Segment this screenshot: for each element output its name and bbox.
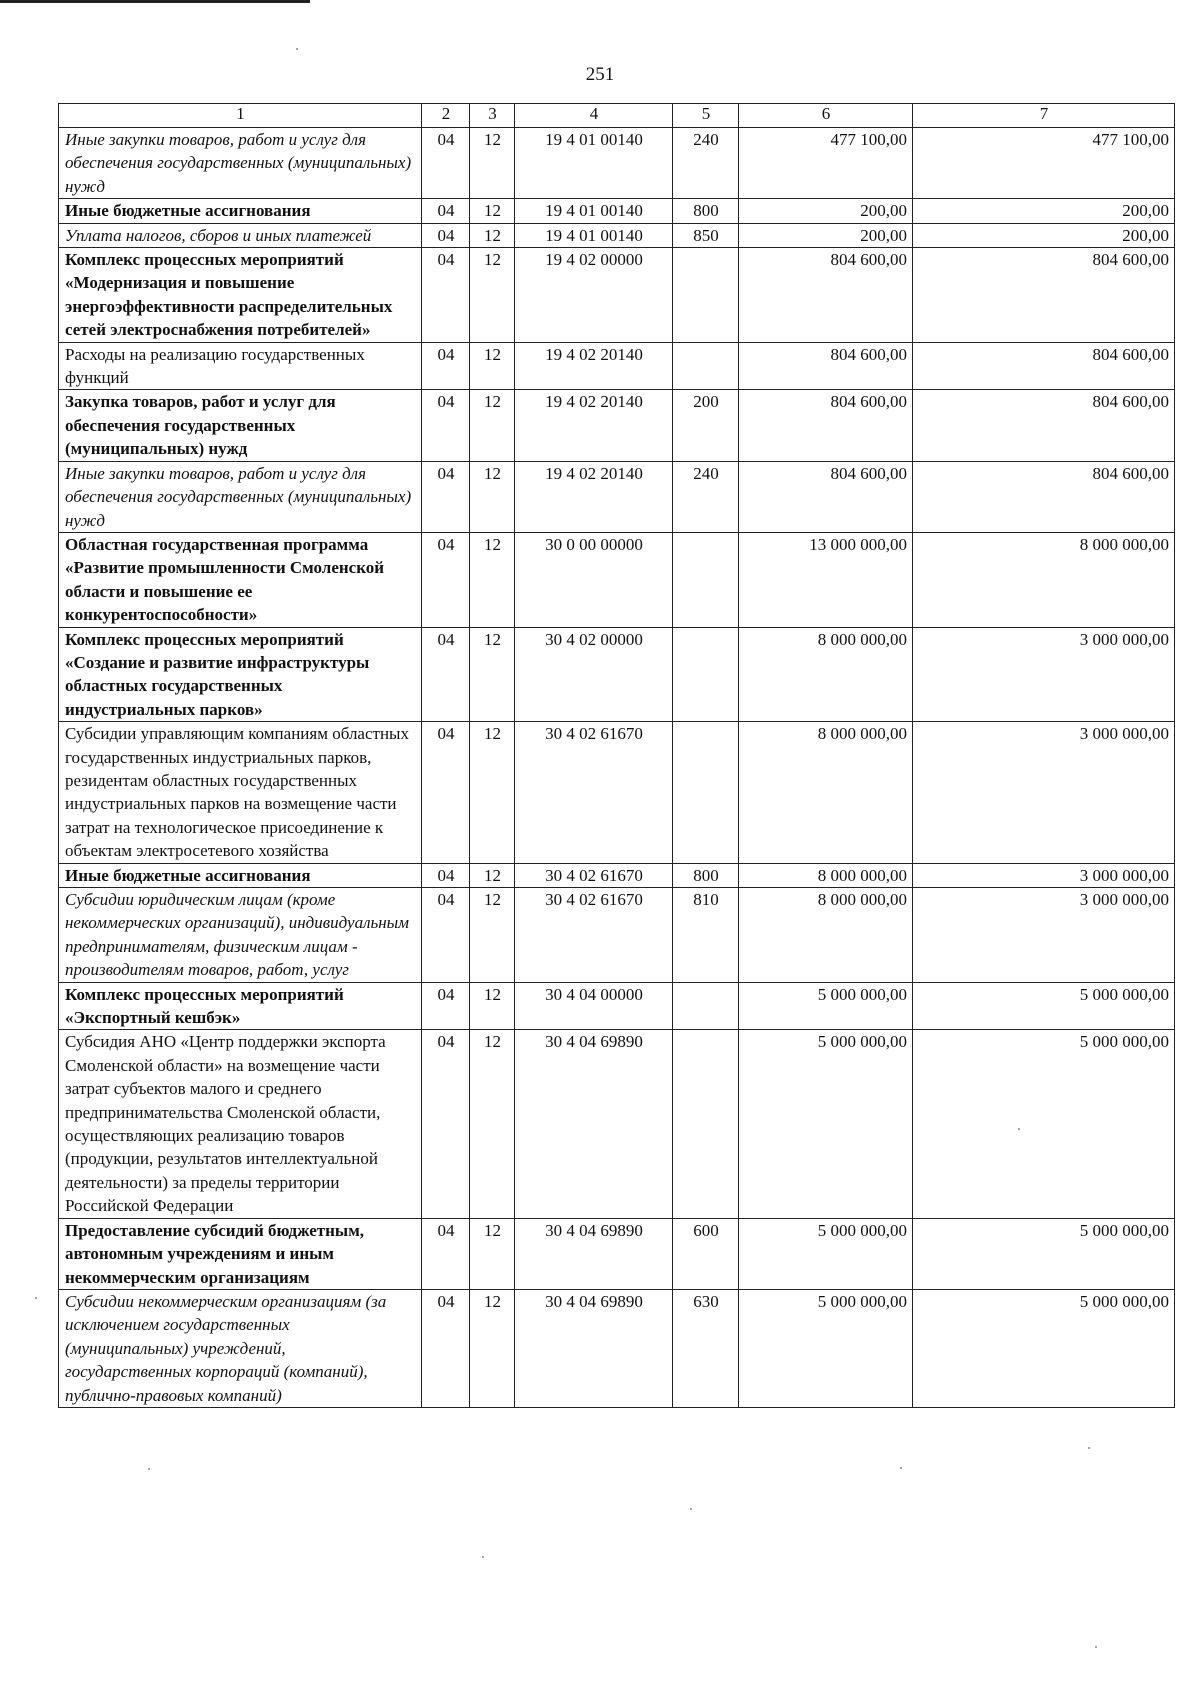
row-expense-type-code: 600 [673, 1218, 739, 1289]
row-amount-col-7: 5 000 000,00 [913, 1289, 1175, 1407]
table-row [59, 627, 1175, 722]
row-name-cell: Уплата налогов, сборов и иных платежей [59, 223, 422, 247]
row-ministry-code: 04 [422, 722, 470, 863]
row-amount-col-6: 5 000 000,00 [739, 982, 913, 1030]
row-amount-col-6: 8 000 000,00 [739, 722, 913, 863]
row-target-code: 30 4 02 61670 [515, 888, 673, 983]
row-section-code: 12 [470, 461, 515, 532]
row-expense-type-code [673, 1030, 739, 1218]
header-col-5: 5 [673, 104, 739, 128]
row-section-code: 12 [470, 248, 515, 343]
row-target-code: 19 4 02 20140 [515, 390, 673, 461]
row-amount-col-7: 3 000 000,00 [913, 863, 1175, 887]
row-amount-col-7: 5 000 000,00 [913, 1030, 1175, 1218]
row-section-code: 12 [470, 1218, 515, 1289]
table-header-row [59, 104, 1175, 128]
row-amount-col-6: 200,00 [739, 199, 913, 223]
row-name-cell: Субсидия АНО «Центр поддержки экспорта Смоленской области» на возмещение части затрат субъектов малого и среднего предпринимательства Смоленской области, осуществляющих реализацию товаров (продукции, результатов интеллектуальной деятельности) за пределы территории Российской Федерации [59, 1030, 422, 1218]
row-target-code: 30 4 04 69890 [515, 1218, 673, 1289]
row-ministry-code: 04 [422, 248, 470, 343]
row-section-code: 12 [470, 532, 515, 627]
row-expense-type-code [673, 532, 739, 627]
row-amount-col-6: 5 000 000,00 [739, 1218, 913, 1289]
table-row [59, 1218, 1175, 1289]
row-amount-col-6: 5 000 000,00 [739, 1030, 913, 1218]
row-ministry-code: 04 [422, 1218, 470, 1289]
row-ministry-code: 04 [422, 199, 470, 223]
row-target-code: 30 0 00 00000 [515, 532, 673, 627]
row-expense-type-code: 240 [673, 461, 739, 532]
header-col-4: 4 [515, 104, 673, 128]
row-name-cell: Иные бюджетные ассигнования [59, 863, 422, 887]
row-amount-col-7: 3 000 000,00 [913, 627, 1175, 722]
row-name-cell: Комплекс процессных мероприятий «Экспортный кешбэк» [59, 982, 422, 1030]
row-section-code: 12 [470, 199, 515, 223]
row-ministry-code: 04 [422, 1030, 470, 1218]
row-name-cell: Комплекс процессных мероприятий «Создание и развитие инфраструктуры областных государственных индустриальных парков» [59, 627, 422, 722]
row-target-code: 30 4 04 69890 [515, 1030, 673, 1218]
page-number: 251 [585, 64, 615, 85]
row-expense-type-code: 630 [673, 1289, 739, 1407]
row-section-code: 12 [470, 627, 515, 722]
table-row [59, 1030, 1175, 1218]
row-target-code: 30 4 02 00000 [515, 627, 673, 722]
row-amount-col-6: 804 600,00 [739, 461, 913, 532]
row-name-cell: Закупка товаров, работ и услуг для обеспечения государственных (муниципальных) нужд [59, 390, 422, 461]
header-col-7: 7 [913, 104, 1175, 128]
table-row [59, 863, 1175, 887]
table-row [59, 128, 1175, 199]
row-section-code: 12 [470, 722, 515, 863]
row-section-code: 12 [470, 223, 515, 247]
row-amount-col-6: 804 600,00 [739, 342, 913, 390]
row-section-code: 12 [470, 1030, 515, 1218]
row-target-code: 30 4 02 61670 [515, 722, 673, 863]
table-row [59, 223, 1175, 247]
header-col-6: 6 [739, 104, 913, 128]
row-name-cell: Субсидии некоммерческим организациям (за исключением государственных (муниципальных) учреждений, государственных корпораций (компаний), публично-правовых компаний) [59, 1289, 422, 1407]
header-col-3: 3 [470, 104, 515, 128]
row-expense-type-code [673, 722, 739, 863]
row-target-code: 19 4 01 00140 [515, 199, 673, 223]
row-amount-col-6: 200,00 [739, 223, 913, 247]
row-amount-col-7: 5 000 000,00 [913, 1218, 1175, 1289]
row-name-cell: Субсидии юридическим лицам (кроме некоммерческих организаций), индивидуальным предпринимателям, физическим лицам - производителям товаров, работ, услуг [59, 888, 422, 983]
row-section-code: 12 [470, 888, 515, 983]
table-row [59, 1289, 1175, 1407]
row-target-code: 19 4 02 00000 [515, 248, 673, 343]
row-section-code: 12 [470, 342, 515, 390]
row-ministry-code: 04 [422, 390, 470, 461]
table-row [59, 888, 1175, 983]
row-section-code: 12 [470, 1289, 515, 1407]
row-amount-col-7: 200,00 [913, 199, 1175, 223]
row-target-code: 19 4 02 20140 [515, 461, 673, 532]
row-name-cell: Предоставление субсидий бюджетным, автономным учреждениям и иным некоммерческим организациям [59, 1218, 422, 1289]
row-name-cell: Иные закупки товаров, работ и услуг для обеспечения государственных (муниципальных) нужд [59, 461, 422, 532]
row-section-code: 12 [470, 982, 515, 1030]
row-target-code: 19 4 01 00140 [515, 128, 673, 199]
table-row [59, 982, 1175, 1030]
row-amount-col-6: 477 100,00 [739, 128, 913, 199]
row-amount-col-7: 804 600,00 [913, 390, 1175, 461]
row-target-code: 19 4 01 00140 [515, 223, 673, 247]
row-expense-type-code: 810 [673, 888, 739, 983]
row-ministry-code: 04 [422, 223, 470, 247]
row-name-cell: Расходы на реализацию государственных функций [59, 342, 422, 390]
header-col-2: 2 [422, 104, 470, 128]
row-amount-col-6: 804 600,00 [739, 390, 913, 461]
row-amount-col-7: 477 100,00 [913, 128, 1175, 199]
top-rule [0, 0, 310, 3]
row-name-cell: Областная государственная программа «Развитие промышленности Смоленской области и повышение ее конкурентоспособности» [59, 532, 422, 627]
table-row [59, 390, 1175, 461]
row-name-cell: Комплекс процессных мероприятий «Модернизация и повышение энергоэффективности распределительных сетей электроснабжения потребителей» [59, 248, 422, 343]
row-amount-col-6: 8 000 000,00 [739, 888, 913, 983]
row-name-cell: Иные закупки товаров, работ и услуг для обеспечения государственных (муниципальных) нужд [59, 128, 422, 199]
row-amount-col-7: 3 000 000,00 [913, 888, 1175, 983]
row-ministry-code: 04 [422, 863, 470, 887]
row-target-code: 30 4 02 61670 [515, 863, 673, 887]
row-amount-col-6: 5 000 000,00 [739, 1289, 913, 1407]
row-ministry-code: 04 [422, 342, 470, 390]
row-target-code: 30 4 04 00000 [515, 982, 673, 1030]
row-amount-col-7: 5 000 000,00 [913, 982, 1175, 1030]
row-amount-col-6: 13 000 000,00 [739, 532, 913, 627]
row-expense-type-code [673, 248, 739, 343]
row-section-code: 12 [470, 863, 515, 887]
row-ministry-code: 04 [422, 128, 470, 199]
table-row [59, 722, 1175, 863]
row-target-code: 19 4 02 20140 [515, 342, 673, 390]
row-amount-col-7: 3 000 000,00 [913, 722, 1175, 863]
row-expense-type-code: 800 [673, 199, 739, 223]
row-expense-type-code: 850 [673, 223, 739, 247]
row-expense-type-code [673, 342, 739, 390]
row-amount-col-6: 804 600,00 [739, 248, 913, 343]
row-name-cell: Иные бюджетные ассигнования [59, 199, 422, 223]
row-amount-col-6: 8 000 000,00 [739, 863, 913, 887]
row-ministry-code: 04 [422, 627, 470, 722]
row-ministry-code: 04 [422, 1289, 470, 1407]
row-amount-col-7: 804 600,00 [913, 461, 1175, 532]
row-amount-col-6: 8 000 000,00 [739, 627, 913, 722]
row-name-cell: Субсидии управляющим компаниям областных государственных индустриальных парков, резидентам областных государственных индустриальных парков на возмещение части затрат на технологическое присоединение к объектам электросетевого хозяйства [59, 722, 422, 863]
row-expense-type-code [673, 627, 739, 722]
table-row [59, 248, 1175, 343]
table-row [59, 342, 1175, 390]
row-expense-type-code: 200 [673, 390, 739, 461]
budget-table [58, 103, 1175, 1408]
table-row [59, 532, 1175, 627]
row-amount-col-7: 8 000 000,00 [913, 532, 1175, 627]
row-amount-col-7: 200,00 [913, 223, 1175, 247]
row-expense-type-code: 240 [673, 128, 739, 199]
row-amount-col-7: 804 600,00 [913, 248, 1175, 343]
row-ministry-code: 04 [422, 888, 470, 983]
row-ministry-code: 04 [422, 461, 470, 532]
row-ministry-code: 04 [422, 982, 470, 1030]
row-ministry-code: 04 [422, 532, 470, 627]
header-col-1: 1 [59, 104, 422, 128]
row-section-code: 12 [470, 390, 515, 461]
row-section-code: 12 [470, 128, 515, 199]
row-target-code: 30 4 04 69890 [515, 1289, 673, 1407]
table-row [59, 461, 1175, 532]
row-expense-type-code [673, 982, 739, 1030]
row-expense-type-code: 800 [673, 863, 739, 887]
table-row [59, 199, 1175, 223]
row-amount-col-7: 804 600,00 [913, 342, 1175, 390]
